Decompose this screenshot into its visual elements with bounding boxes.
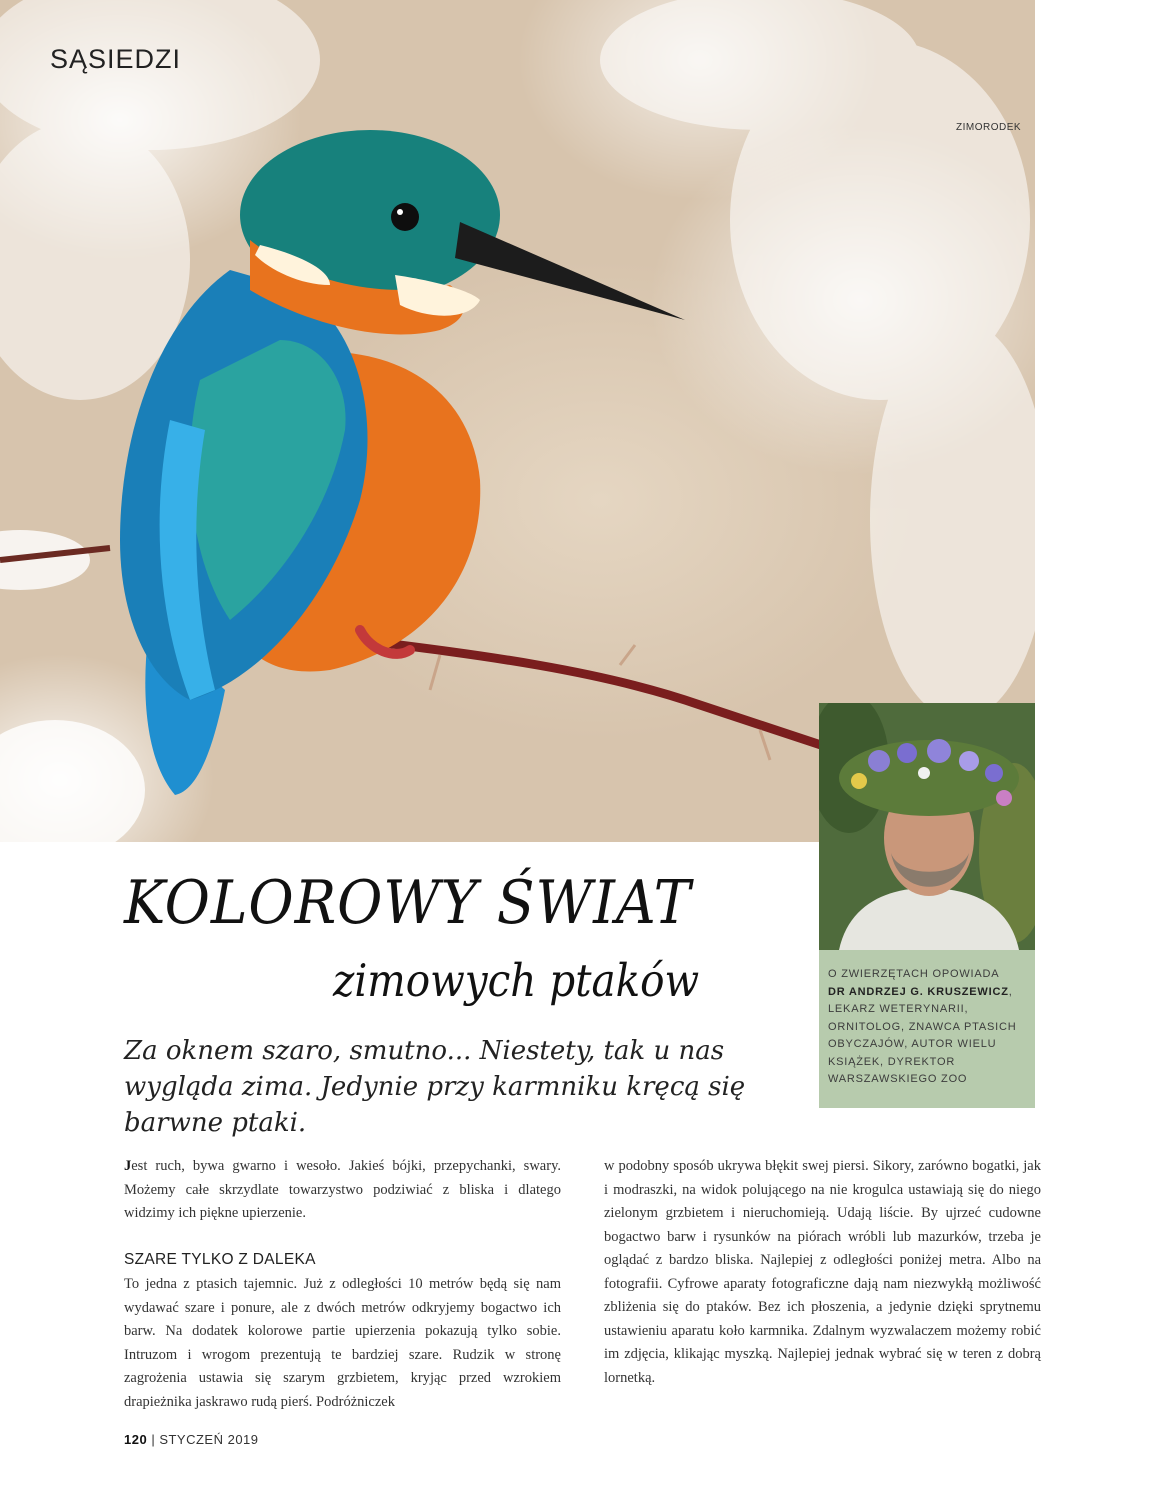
author-portrait-illustration — [819, 703, 1035, 950]
section-label: SĄSIEDZI — [50, 44, 182, 74]
page-footer — [124, 1432, 259, 1447]
article-subtitle: zimowych ptaków — [333, 954, 700, 1007]
author-bio-box — [819, 950, 1035, 1108]
article-column-1 — [124, 1155, 561, 1414]
page-number: 120 — [124, 1432, 148, 1447]
author-intro: O ZWIERZĘTACH OPOWIADA — [828, 968, 1000, 980]
subheading: SZARE TYLKO Z DALEKA — [124, 1250, 316, 1268]
author-name: DR ANDRZEJ G. KRUSZEWICZ — [828, 985, 1009, 998]
column-2-body: w podobny sposób ukrywa błękit swej piersi. Sikory, zarówno bogatki, jak i modraszki, na widok polującego na nie krogulca ustawiają się do niego zielonym grzbietem i nieruchomieją. Udają liście. By ujrzeć cudowne bogactwo barw i rysunków na piórach wróbli lub mazurków, trzeba je oglądać z bardzo bliska. Najlepiej z odległości poniżej metra. Albo na fotografii. Cyfrowe aparaty fotograficzne dają nam niezwykłą możliwość zbliżenia się do ptaków. Bez ich płoszenia, a jedynie dzięki sprytnemu ustawieniu aparatu koło karmnika. Zdalnym wyzwalaczem możemy robić im zdjęcia, klikając myszką. Najlepiej jednak wybrać się w teren z dobrą lornetką. — [604, 1158, 1041, 1386]
article-lead: Za oknem szaro, smutno... Niestety, tak u nas wygląda zima. Jedynie przy karmniku kręcą się barwne ptaki. — [124, 1036, 746, 1138]
column-1-body: To jedna z ptasich tajemnic. Już z odległości 10 metrów będą się nam wydawać szare i ponure, ale z dwóch metrów odkryjemy bogactwo ich barw. Na dodatek kolorowe partie upierzenia pokazują tylko sobie. Intruzom i wrogom prezentują te bardziej szare. Rudzik w stronę zagrożenia ustawia się szarym grzbietem, kryjąc przed wzrokiem drapieżnika jaskrawo rudą pierś. Podróżniczek — [124, 1276, 561, 1410]
intro-text: est ruch, bywa gwarno i wesoło. Jakieś bójki, przepychanki, swary. Możemy całe skrzydlate towarzystwo podziwiać z bliska i dlatego widzimy ich piękne upierzenie. — [124, 1158, 561, 1221]
issue-date: STYCZEŃ 2019 — [159, 1432, 259, 1447]
author-portrait — [819, 703, 1035, 950]
article-title: KOLOROWY ŚWIAT — [124, 868, 692, 938]
author-bio: , LEKARZ WETERYNARII, ORNITOLOG, ZNAWCA PTASICH OBYCZAJÓW, AUTOR WIELU KSIĄŻEK, DYREKTOR WARSZAWSKIEGO ZOO — [828, 985, 1017, 1085]
drop-cap: J — [124, 1158, 132, 1174]
intro-paragraph — [124, 1155, 561, 1226]
photo-caption: ZIMORODEK — [956, 122, 1022, 133]
footer-separator: | — [147, 1432, 160, 1447]
article-column-2 — [604, 1155, 1041, 1390]
